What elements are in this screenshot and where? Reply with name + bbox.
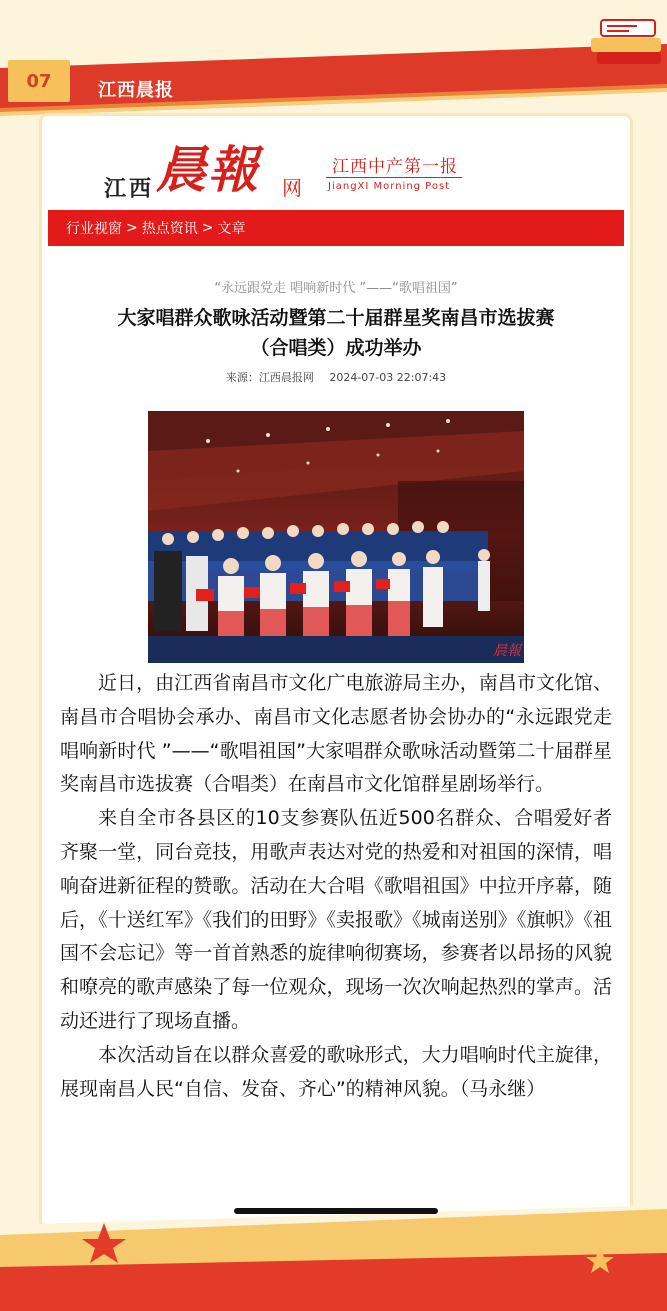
paper-name: 江西晨报 — [98, 80, 174, 101]
breadcrumb-item-hot-news[interactable]: 热点资讯 — [141, 221, 198, 237]
breadcrumb-separator: > — [201, 220, 214, 236]
breadcrumb-separator: > — [126, 220, 138, 236]
home-indicator — [234, 1208, 438, 1214]
article-paragraph: 本次活动旨在以群众喜爱的歌咏形式，大力唱响时代主旋律，展现南昌人民“自信、发奋、齐心”的精神风貌。（马永继） — [60, 1043, 612, 1100]
breadcrumb-item-article[interactable]: 文章 — [217, 221, 246, 237]
breadcrumb — [48, 210, 624, 246]
masthead-slogan: 江西中产第一报 — [332, 157, 458, 177]
article-title: 大家唱群众歌咏活动暨第二十届群星奖南昌市选拔赛 （合唱类）成功举办 — [117, 307, 555, 359]
page-number-badge: 07 — [8, 60, 70, 102]
masthead-english: JiangXI Morning Post — [328, 181, 451, 192]
masthead-logo: 江西 晨報 网 江西中产第一报 JiangXI Morning Post — [100, 136, 480, 202]
article-source: 来源：江西晨报网 — [225, 371, 314, 384]
article-kicker: “永远跟党走 唱响新时代 ”——“歌唱祖国” — [214, 281, 458, 296]
article-body — [60, 667, 612, 1106]
breadcrumb-item-industry[interactable]: 行业视窗 — [66, 221, 122, 237]
article-paragraph: 近日，由江西省南昌市文化广电旅游局主办，南昌市文化馆、南昌市合唱协会承办、南昌市文化志愿者协会协办的“永远跟党走 唱响新时代 ”——“歌唱祖国”大家唱群众歌咏活动暨第二十届群星奖南昌市选拔赛（合唱类）在南昌市文化馆群星剧场举行。 — [60, 672, 612, 796]
footer-banner — [0, 1205, 667, 1311]
photo-watermark: 晨報 — [493, 643, 521, 659]
article-photo — [148, 411, 524, 663]
book-stack-icon — [587, 18, 667, 68]
header-banner — [0, 0, 667, 125]
article-paragraph: 来自全市各县区的10支参赛队伍近500名群众、合唱爱好者齐聚一堂，同台竞技，用歌声表达对党的热爱和对祖国的深情，唱响奋进新征程的赞歌。活动在大合唱《歌唱祖国》中拉开序幕，随后，《十送红军》《我们的田野》《卖报歌》《城南送别》《旗帜》《祖国不会忘记》等一首首熟悉的旋律响彻赛场，参赛者以昂扬的风貌和嘹亮的歌声感染了每一位观众，现场一次次响起热烈的掌声。活动还进行了现场直播。 — [60, 807, 612, 1032]
article-datetime: 2024-07-03 22:07:43 — [329, 371, 447, 384]
article-meta — [42, 369, 630, 385]
